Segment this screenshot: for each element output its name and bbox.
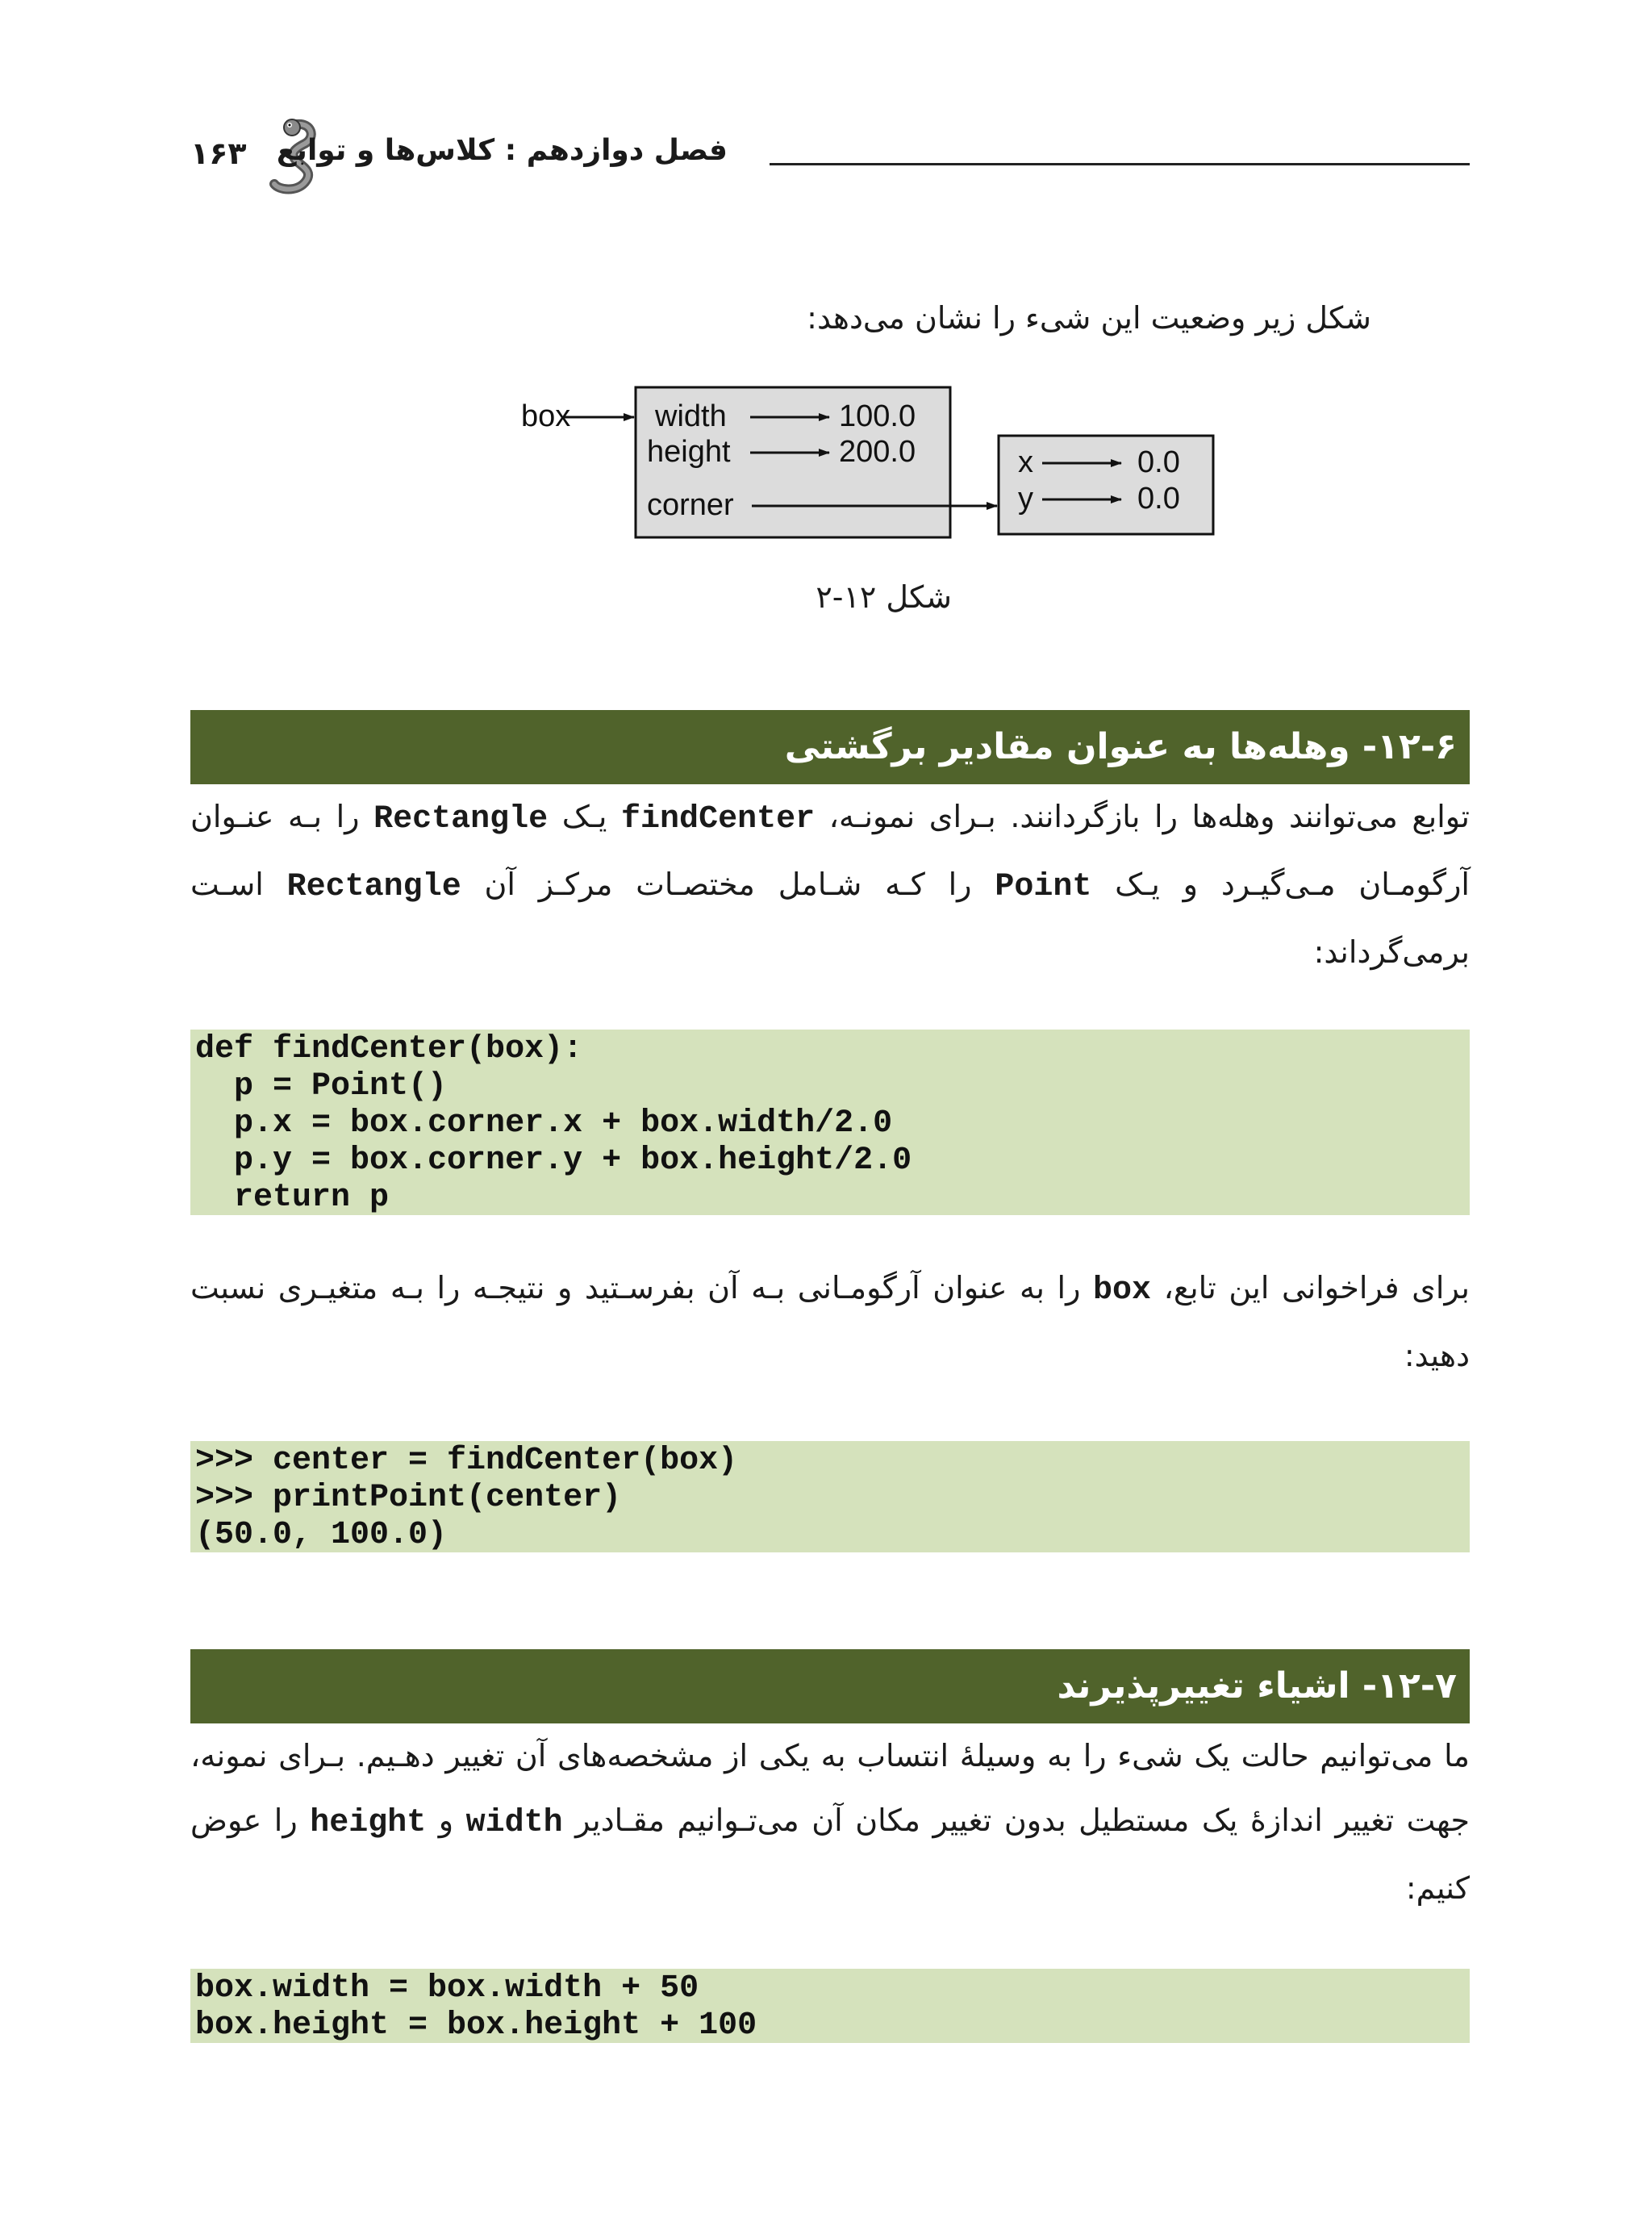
para-text: برای فراخوانی این تابع، — [1151, 1270, 1470, 1305]
inline-code: height — [310, 1805, 427, 1841]
page-header — [190, 113, 1470, 202]
inline-code: box — [1093, 1272, 1152, 1309]
diagram-field-width: width — [655, 399, 727, 433]
para-text: را به عنوان آرگومـانی بـه آن بفرسـتید و نتیجـه را بـه متغیـری نسبت دهید: — [190, 1270, 1470, 1373]
para-text: اسـت برمی‌گرداند: — [190, 867, 1470, 970]
inline-code: Rectangle — [373, 801, 549, 838]
para-text: را بـه عنـوان آرگومـان مـی‌گیـرد و یـک — [190, 799, 1470, 902]
section-heading-12-6: ۱۲-۶- وهله‌ها به عنوان مقادیر برگشتی — [190, 710, 1470, 784]
inline-code: Rectangle — [286, 869, 461, 905]
inline-code: width — [465, 1805, 563, 1841]
diagram-value-height: 200.0 — [839, 435, 916, 469]
figure-caption: شکل ۱۲-۲ — [816, 579, 952, 615]
diagram-value-width: 100.0 — [839, 399, 916, 433]
section6-paragraph-2 — [190, 1255, 1470, 1388]
diagram-field-x: x — [1018, 445, 1033, 479]
code-block-findcenter: def findCenter(box): p = Point() p.x = box.corner.x + box.width/2.0 p.y = box.corner.y + box.height/2.0 return p — [190, 1030, 1470, 1215]
section6-paragraph-1 — [190, 784, 1470, 984]
diagram-field-corner: corner — [647, 488, 734, 522]
section7-paragraph-1 — [190, 1723, 1470, 1920]
section-heading-12-7: ۱۲-۷- اشیاء تغییرپذیرند — [190, 1649, 1470, 1723]
para-text: و — [426, 1803, 466, 1838]
header-rule — [770, 163, 1470, 165]
chapter-title: فصل دوازدهم : کلاس‌ها و توابع — [276, 134, 728, 167]
object-diagram — [508, 371, 1234, 549]
inline-code: Point — [995, 869, 1092, 905]
figure-intro-text: شکل زیر وضعیت این شیء را نشان می‌دهد: — [807, 300, 1371, 336]
inline-code: findCenter — [621, 801, 816, 838]
diagram-value-x: 0.0 — [1137, 445, 1180, 479]
para-text: ما می‌توانیم حالت یک شیء را به وسیلهٔ انتساب به یکی از مشخصه‌های آن تغییر دهـیم. بـرای نمونه، جهت تغییر اندازهٔ یک مستطیل بدون تغییر مکان آن می‌تـوانیم مقـادیر — [190, 1738, 1470, 1838]
code-block-call: >>> center = findCenter(box) >>> printPoint(center) (50.0, 100.0) — [190, 1441, 1470, 1552]
para-text: یـک — [548, 799, 622, 834]
para-text: را کـه شـامل مختصـات مرکـز آن — [461, 867, 995, 902]
diagram-value-y: 0.0 — [1137, 482, 1180, 516]
page-number: ۱۶۳ — [190, 136, 247, 171]
diagram-field-y: y — [1018, 482, 1033, 516]
code-block-resize: box.width = box.width + 50 box.height = box.height + 100 — [190, 1969, 1470, 2043]
para-text: توابع می‌توانند وهله‌ها را بازگردانند. بـرای نمونـه، — [815, 799, 1470, 834]
para-text: را عوض کنیم: — [190, 1803, 1470, 1906]
diagram-var-box: box — [521, 399, 571, 433]
diagram-field-height: height — [647, 435, 731, 469]
